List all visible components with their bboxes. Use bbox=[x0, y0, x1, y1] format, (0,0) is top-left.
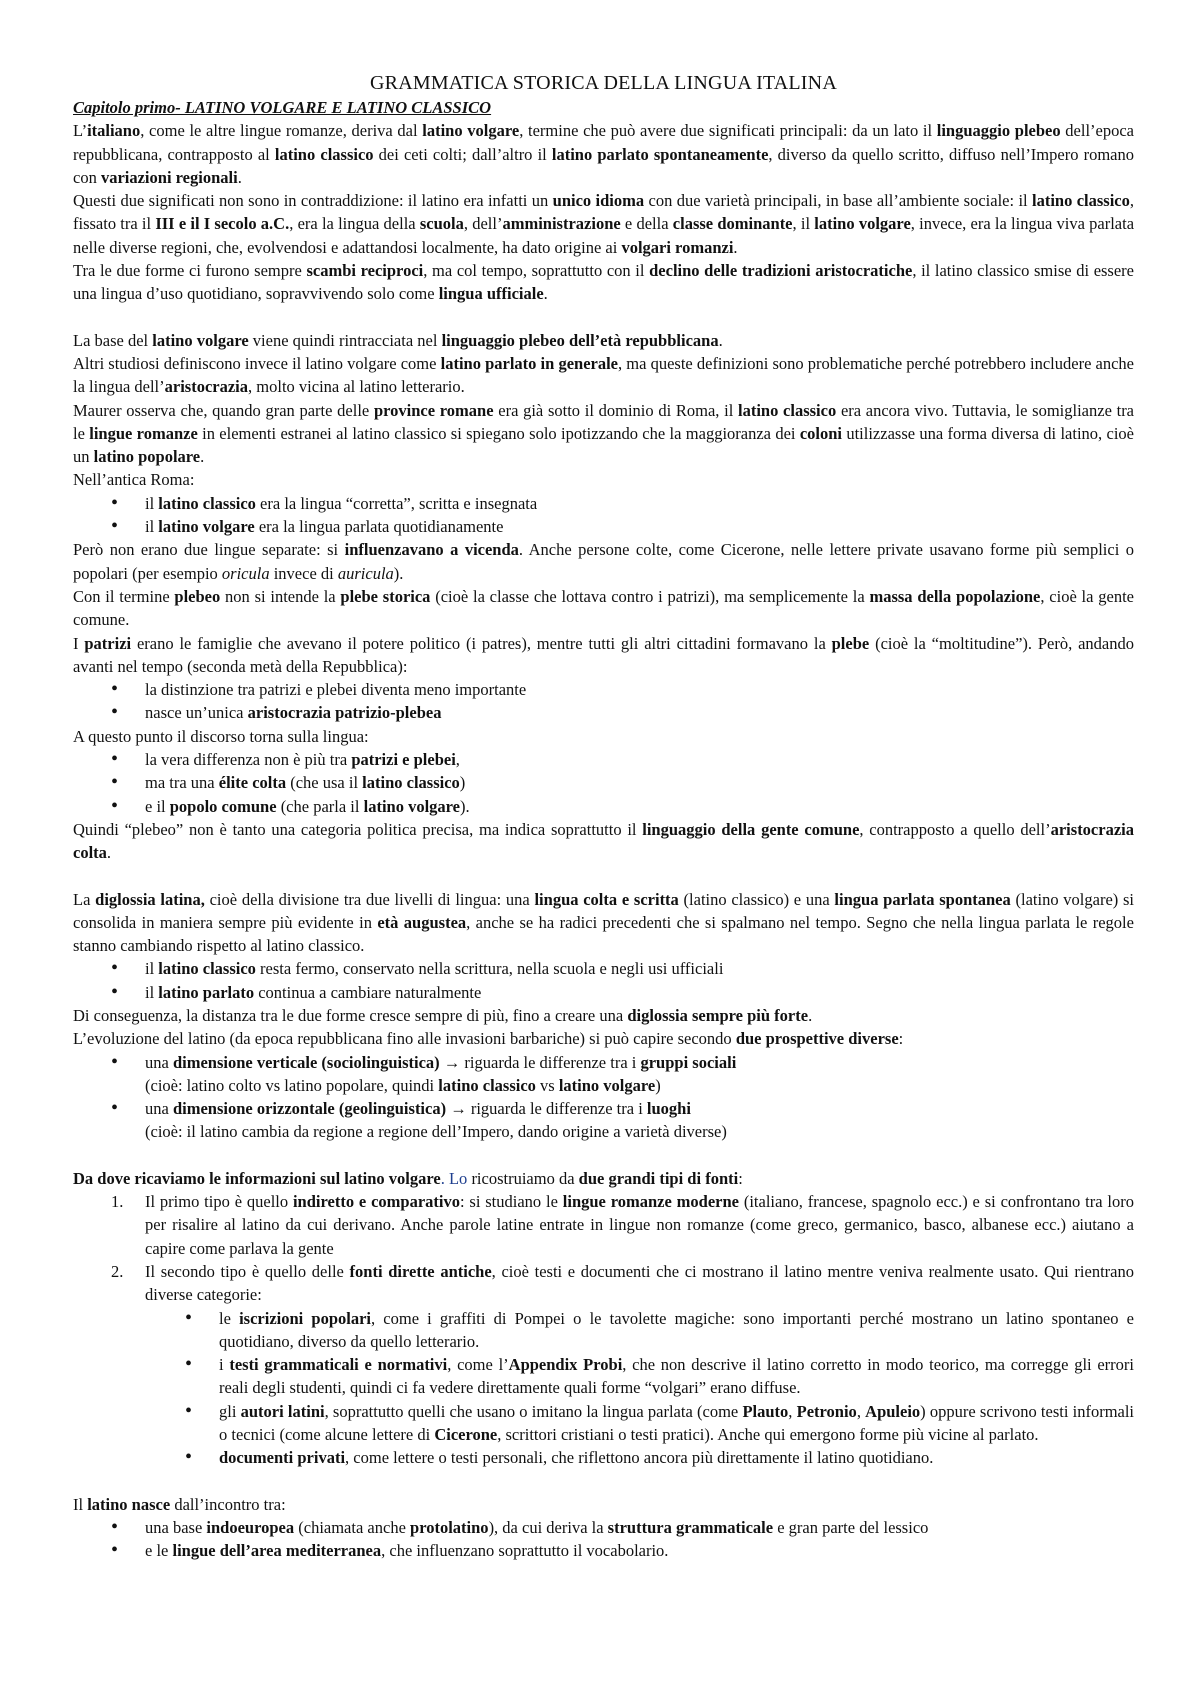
sub-bullet-item bbox=[73, 1307, 1134, 1354]
paragraph bbox=[73, 888, 1134, 958]
text-run: , ma queste definizioni sono problematiche perché potrebbero includere anche la lingua dell’ bbox=[73, 353, 1135, 397]
text-run: Altri studiosi definiscono invece il latino volgare come bbox=[73, 353, 441, 373]
text-run: Però non erano due lingue separate: si bbox=[73, 540, 345, 560]
bold-text: latino volgare bbox=[158, 517, 255, 537]
text-run: e della bbox=[620, 214, 673, 234]
bold-text: latino classico bbox=[438, 1075, 536, 1095]
paragraph bbox=[73, 399, 1134, 469]
bold-text: massa della popolazione bbox=[869, 586, 1041, 606]
text-run: L’evoluzione del latino (da epoca repubblicana fino alle invasioni barbariche) si può capire secondo bbox=[73, 1029, 736, 1049]
text-run: , che influenzano soprattutto il vocabolario. bbox=[381, 1541, 669, 1561]
text-run: La bbox=[73, 889, 96, 909]
bold-text: declino delle tradizioni aristocratiche bbox=[649, 261, 913, 281]
bold-text: Da dove ricaviamo le informazioni sul latino volgare bbox=[73, 1168, 441, 1188]
text-run: ma tra una bbox=[145, 773, 219, 793]
text-run: , era la lingua della bbox=[289, 214, 420, 234]
bullet-list bbox=[73, 1051, 1134, 1144]
text-run: ). bbox=[393, 563, 404, 583]
text-run: , termine che può avere due significati principali: da un lato il bbox=[519, 121, 937, 141]
paragraph bbox=[73, 468, 1134, 491]
bold-text: plebeo bbox=[174, 586, 221, 606]
bold-text: indiretto e comparativo bbox=[292, 1192, 460, 1212]
text-run: , diverso da quello scritto, diffuso nell’Impero romano con bbox=[73, 144, 1134, 187]
paragraph bbox=[73, 189, 1134, 259]
paragraph bbox=[73, 1027, 1134, 1050]
bullet-list bbox=[73, 492, 1134, 539]
bullet-item bbox=[73, 678, 1134, 701]
paragraph bbox=[73, 818, 1134, 865]
bold-text: latino classico bbox=[274, 144, 374, 164]
bold-text: protolatino bbox=[410, 1517, 489, 1537]
bold-text: due grandi tipi di fonti bbox=[578, 1168, 739, 1188]
bold-text: patrizi bbox=[84, 633, 132, 653]
bold-text: élite colta bbox=[218, 773, 287, 793]
text-run: , soprattutto quelli che usano o imitano la lingua parlata (come bbox=[324, 1401, 743, 1421]
bold-text: lingua parlata spontanea bbox=[834, 889, 1011, 909]
text-run: , invece, era la lingua viva parlata nelle diverse regioni, che, evolvendosi e adattandosi localmente, ha dato origine ai bbox=[73, 214, 1135, 257]
bold-text: classe dominante bbox=[672, 214, 793, 234]
text-run: . bbox=[543, 284, 548, 304]
sub-bullet-list bbox=[145, 1307, 1134, 1470]
text-run: il bbox=[145, 517, 159, 537]
bold-text: Plauto bbox=[742, 1401, 789, 1421]
bold-text: dimensione verticale (sociolinguistica) bbox=[172, 1052, 440, 1072]
text-run: Tra le due forme ci furono sempre bbox=[73, 261, 307, 281]
paragraph bbox=[73, 1004, 1134, 1027]
text-run: era ancora vivo. Tuttavia, le somiglianze tra le bbox=[73, 400, 1135, 443]
text-run: : si studiano le bbox=[459, 1192, 563, 1212]
bold-text: scambi reciproci bbox=[306, 261, 424, 281]
bold-text: lingue romanze bbox=[89, 423, 198, 443]
bullet-item bbox=[73, 515, 1134, 538]
text-run: L’ bbox=[73, 121, 88, 141]
bold-text: luoghi bbox=[646, 1099, 691, 1119]
text-run: . bbox=[200, 447, 205, 467]
bold-text: fonti dirette antiche bbox=[349, 1261, 492, 1281]
text-run: e gran parte del lessico bbox=[773, 1517, 929, 1537]
bold-text: iscrizioni popolari bbox=[239, 1308, 371, 1328]
text-run: (latino classico) e una bbox=[678, 889, 835, 909]
bullet-list bbox=[73, 957, 1134, 1004]
text-run: La base del bbox=[73, 330, 153, 350]
text-run: (latino volgare) si consolida in maniera sempre più evidente in bbox=[73, 889, 1135, 932]
bullet-item bbox=[73, 957, 1134, 980]
text-run: (italiano, francese, spagnolo ecc.) e si confrontano tra loro per risalire al latino da cui derivano. Anche parole latine entrate in lingue non romanze (come greco, germanico, basco, albanese ecc.) aiutano a capire come parlava la gente bbox=[145, 1192, 1134, 1258]
bold-text: linguaggio plebeo bbox=[936, 121, 1061, 141]
text-run: , contrapposto a quello dell’ bbox=[859, 819, 1051, 839]
blue-text: . bbox=[440, 1168, 445, 1188]
text-run: I bbox=[73, 633, 85, 653]
text-run: era la lingua “corretta”, scritta e insegnata bbox=[255, 493, 538, 513]
sub-bullet-item bbox=[73, 1446, 1134, 1469]
bold-text: latino classico bbox=[738, 400, 837, 420]
text-run: , scrittori cristiani o testi pratici). Anche qui emergono forme più vicine al parlato. bbox=[497, 1425, 1039, 1445]
text-run: cioè della divisione tra due livelli di lingua: una bbox=[204, 889, 535, 909]
paragraph bbox=[73, 1167, 1134, 1190]
text-run: Con il termine bbox=[73, 586, 175, 606]
paragraph bbox=[73, 329, 1134, 352]
text-run: , bbox=[856, 1401, 866, 1421]
text-run: dell’epoca repubblicana, contrapposto al bbox=[73, 121, 1135, 164]
bold-text: latino parlato in generale bbox=[440, 353, 619, 373]
bullet-item bbox=[73, 1516, 1134, 1539]
text-run: ) oppure scrivono testi informali o tecnici (come alcune lettere di bbox=[219, 1401, 1135, 1445]
bold-text: scuola bbox=[419, 214, 464, 234]
bold-text: diglossia sempre più forte bbox=[627, 1005, 809, 1025]
bold-text: Apuleio bbox=[865, 1401, 921, 1421]
text-run: Il bbox=[73, 1494, 88, 1514]
text-run: nasce un’unica bbox=[145, 703, 248, 723]
bold-text: Petronio bbox=[796, 1401, 857, 1421]
text-run: , molto vicina al latino letterario. bbox=[248, 377, 465, 397]
text-run: (chiamata anche bbox=[294, 1517, 411, 1537]
bold-text: latino volgare bbox=[422, 121, 520, 141]
document-title: GRAMMATICA STORICA DELLA LINGUA ITALINA bbox=[370, 72, 837, 94]
bold-text: italiano bbox=[87, 121, 141, 141]
bold-text: influenzavano a vicenda bbox=[344, 540, 519, 560]
text-run: ricostruiamo da bbox=[467, 1168, 579, 1188]
text-run: in elementi estranei al latino classico si spiegano solo ipotizzando che la maggioranza dei bbox=[197, 423, 800, 443]
bold-text: latino parlato bbox=[158, 982, 255, 1002]
text-run: Quindi “plebeo” non è tanto una categoria politica precisa, ma indica soprattutto il bbox=[73, 819, 643, 839]
paragraph bbox=[73, 352, 1134, 399]
bold-text: latino nasce bbox=[87, 1494, 171, 1514]
text-run: (cioè: il latino cambia da regione a regione dell’Impero, dando origine a varietà diverse) bbox=[145, 1122, 727, 1142]
bullet-item bbox=[73, 492, 1134, 515]
text-run: , il bbox=[792, 214, 815, 234]
text-run: viene quindi rintracciata nel bbox=[248, 330, 442, 350]
text-run: il bbox=[145, 493, 159, 513]
text-run: , anche se ha radici precedenti che si spalmano nel tempo. Segno che nella lingua parlata le regole stanno cambiando rispetto al latino classico. bbox=[73, 912, 1134, 956]
text-run: una base bbox=[145, 1517, 207, 1537]
text-run: con due varietà principali, in base all’ambiente sociale: il bbox=[644, 191, 1032, 211]
paragraph bbox=[73, 585, 1134, 632]
text-run: una bbox=[145, 1099, 173, 1119]
text-run: le bbox=[219, 1308, 240, 1328]
item-number: 1. bbox=[111, 1192, 124, 1212]
text-run: Nell’antica Roma: bbox=[73, 470, 195, 490]
bold-text: latino classico bbox=[158, 959, 256, 979]
document-body bbox=[73, 119, 1134, 1562]
bold-text: testi grammaticali e normativi bbox=[229, 1355, 448, 1375]
bold-text: diglossia latina, bbox=[95, 889, 205, 909]
paragraph-gap bbox=[73, 1470, 1134, 1493]
bold-text: plebe storica bbox=[340, 586, 431, 606]
paragraph bbox=[73, 1493, 1134, 1516]
paragraph-gap bbox=[73, 1144, 1134, 1167]
text-run: la vera differenza non è più tra bbox=[145, 750, 352, 770]
bold-text: amministrazione bbox=[502, 214, 621, 234]
bold-text: latino classico bbox=[1032, 191, 1130, 211]
text-run: , il latino classico smise di essere una lingua d’uso quotidiano, sopravvivendo solo come bbox=[73, 261, 1134, 304]
bold-text: dimensione orizzontale (geolinguistica) bbox=[172, 1099, 447, 1119]
text-run: → riguarda le differenze tra i bbox=[446, 1099, 647, 1119]
text-run: , come le altre lingue romanze, deriva dal bbox=[140, 121, 423, 141]
text-run: Di conseguenza, la distanza tra le due forme cresce sempre di più, fino a creare una bbox=[73, 1005, 628, 1025]
text-run: il bbox=[145, 959, 159, 979]
text-run: ), da cui deriva la bbox=[488, 1517, 608, 1537]
text-run: dall’incontro tra: bbox=[170, 1494, 286, 1514]
bold-text: lingue romanze moderne bbox=[562, 1192, 739, 1212]
text-run: , come i graffiti di Pompei o le tavolette magiche: sono importanti perché mostrano un latino spontaneo e quotidiano, diverso da quello letterario. bbox=[219, 1308, 1134, 1351]
text-run: non si intende la bbox=[220, 586, 341, 606]
text-run: erano le famiglie che avevano il potere politico (i patres), mentre tutti gli altri cittadini formavano la bbox=[131, 633, 832, 653]
text-run: → riguarda le differenze tra i bbox=[439, 1052, 641, 1072]
bold-text: aristocrazia patrizio-plebea bbox=[247, 703, 442, 723]
text-run: (che parla il bbox=[276, 796, 364, 816]
text-run: Il primo tipo è quello bbox=[145, 1192, 293, 1212]
paragraph bbox=[73, 725, 1134, 748]
text-run: , bbox=[788, 1401, 797, 1421]
bold-text: volgari romanzi bbox=[621, 237, 734, 257]
text-run: (cioè: latino colto vs latino popolare, quindi bbox=[145, 1075, 439, 1095]
text-run: era già sotto il dominio di Roma, il bbox=[493, 400, 739, 420]
text-run: , come l’ bbox=[447, 1355, 509, 1375]
text-run: , fissato tra il bbox=[73, 191, 1135, 234]
bold-text: province romane bbox=[373, 400, 494, 420]
text-run: continua a cambiare naturalmente bbox=[254, 982, 482, 1002]
paragraph-gap bbox=[73, 865, 1134, 888]
text-run: e il bbox=[145, 796, 170, 816]
bold-text: linguaggio della gente comune bbox=[642, 819, 860, 839]
bold-text: lingua colta e scritta bbox=[534, 889, 679, 909]
bold-text: lingua ufficiale bbox=[438, 284, 544, 304]
text-run: invece di bbox=[269, 563, 338, 583]
text-run: . bbox=[808, 1005, 813, 1025]
bold-text: linguaggio plebeo dell’età repubblicana bbox=[441, 330, 719, 350]
text-run: ). bbox=[460, 796, 470, 816]
bold-text: latino volgare bbox=[363, 796, 461, 816]
bold-text: latino classico bbox=[158, 493, 256, 513]
bold-text: età augustea bbox=[377, 912, 467, 932]
text-run: il bbox=[145, 982, 159, 1002]
text-run: Maurer osserva che, quando gran parte delle bbox=[73, 400, 374, 420]
text-run: ) bbox=[459, 773, 466, 793]
bullet-item bbox=[73, 1097, 1134, 1144]
italic-text: auricula bbox=[337, 563, 394, 583]
bold-text: popolo comune bbox=[169, 796, 277, 816]
bold-text: Appendix Probi bbox=[508, 1355, 623, 1375]
italic-text: oricula bbox=[221, 563, 270, 583]
sub-bullet-item bbox=[73, 1400, 1134, 1447]
bullet-item bbox=[73, 981, 1134, 1004]
paragraph bbox=[73, 259, 1134, 306]
bold-text: latino parlato spontaneamente bbox=[551, 144, 769, 164]
text-run: : bbox=[738, 1168, 743, 1188]
text-run: (cioè la classe che lottava contro i patrizi), ma semplicemente la bbox=[430, 586, 870, 606]
bold-text: due prospettive diverse bbox=[735, 1029, 899, 1049]
bold-text: latino volgare bbox=[558, 1075, 656, 1095]
bold-text: documenti privati bbox=[219, 1448, 346, 1468]
text-run: (che usa il bbox=[286, 773, 363, 793]
sub-bullet-item bbox=[73, 1353, 1134, 1400]
numbered-list bbox=[73, 1190, 1134, 1470]
text-run: i bbox=[219, 1355, 230, 1375]
bold-text: plebe bbox=[831, 633, 870, 653]
text-run: : bbox=[898, 1029, 904, 1049]
text-run: era la lingua parlata quotidianamente bbox=[254, 517, 504, 537]
text-run: . Anche persone colte, come Cicerone, nelle lettere private usavano forme più semplici o popolari (per esempio bbox=[73, 540, 1134, 583]
bold-text: coloni bbox=[799, 423, 842, 443]
bold-text: unico idioma bbox=[552, 191, 645, 211]
text-run: , come lettere o testi personali, che riflettono ancora più direttamente il latino quotidiano. bbox=[345, 1448, 934, 1468]
text-run: . bbox=[718, 330, 723, 350]
text-run: ) bbox=[655, 1075, 661, 1095]
text-run: vs bbox=[535, 1075, 559, 1095]
paragraph bbox=[73, 632, 1134, 679]
bullet-item bbox=[73, 748, 1134, 771]
bullet-item bbox=[73, 1051, 1134, 1098]
bold-text: variazioni regionali bbox=[100, 167, 238, 187]
bold-text: III e il I secolo a.C. bbox=[155, 214, 290, 234]
text-run: . bbox=[733, 237, 738, 257]
text-run: A questo punto il discorso torna sulla lingua: bbox=[73, 726, 369, 746]
bold-text: lingue dell’area mediterranea bbox=[172, 1541, 382, 1561]
text-run: resta fermo, conservato nella scrittura, nella scuola e negli usi ufficiali bbox=[255, 959, 724, 979]
text-run: (cioè la “moltitudine”). Però, andando avanti nel tempo (seconda metà della Repubblica): bbox=[73, 633, 1134, 676]
text-run: . bbox=[106, 843, 112, 863]
bold-text: struttura grammaticale bbox=[607, 1517, 774, 1537]
bullet-list bbox=[73, 678, 1134, 725]
text-run: Il secondo tipo è quello delle bbox=[145, 1261, 350, 1281]
chapter-heading: Capitolo primo- LATINO VOLGARE E LATINO CLASSICO bbox=[73, 98, 492, 117]
bullet-item bbox=[73, 795, 1134, 818]
bold-text: latino volgare bbox=[152, 330, 249, 350]
bold-text: Cicerone bbox=[434, 1425, 498, 1445]
paragraph-gap bbox=[73, 306, 1134, 329]
text-run: , cioè la gente comune. bbox=[73, 586, 1134, 630]
bullet-list bbox=[73, 748, 1134, 818]
text-run: , cioè testi e documenti che ci mostrano il latino mentre veniva realmente usato. Qui rientrano diverse categorie: bbox=[145, 1261, 1134, 1305]
text-run: . bbox=[237, 167, 242, 187]
bullet-list bbox=[73, 1516, 1134, 1563]
text-run: , dell’ bbox=[463, 214, 503, 234]
bullet-item bbox=[73, 701, 1134, 724]
bullet-item bbox=[73, 1539, 1134, 1562]
text-run: , bbox=[455, 750, 460, 770]
bold-text: patrizi e plebei bbox=[351, 750, 456, 770]
bullet-item bbox=[73, 771, 1134, 794]
text-run: dei ceti colti; dall’altro il bbox=[373, 144, 552, 164]
text-run: utilizzasse una forma diversa di latino, cioè un bbox=[73, 423, 1134, 467]
bold-text: latino classico bbox=[362, 773, 460, 793]
bold-text: aristocrazia colta bbox=[73, 819, 1134, 863]
text-run: la distinzione tra patrizi e plebei diventa meno importante bbox=[145, 680, 527, 700]
bold-text: autori latini bbox=[240, 1401, 325, 1421]
text-run: gli bbox=[219, 1401, 241, 1421]
numbered-item bbox=[73, 1260, 1134, 1470]
text-run: una bbox=[145, 1052, 173, 1072]
bold-text: latino popolare bbox=[93, 447, 201, 467]
paragraph bbox=[73, 538, 1134, 585]
paragraph bbox=[73, 119, 1134, 189]
bold-text: indoeuropea bbox=[206, 1517, 295, 1537]
bold-text: latino volgare bbox=[814, 214, 911, 234]
text-run: Questi due significati non sono in contraddizione: il latino era infatti un bbox=[73, 191, 553, 211]
numbered-item bbox=[73, 1190, 1134, 1260]
blue-text: Lo bbox=[448, 1168, 468, 1188]
text-run: , ma col tempo, soprattutto con il bbox=[423, 261, 650, 281]
text-run: e le bbox=[145, 1541, 173, 1561]
item-number: 2. bbox=[111, 1261, 124, 1281]
bold-text: aristocrazia bbox=[164, 377, 249, 397]
bold-text: gruppi sociali bbox=[640, 1052, 737, 1072]
text-run: , che non descrive il latino corretto in modo teorico, ma corregge gli errori reali degli studenti, quindi ci fa vedere direttamente quali forme “volgari” erano diffuse. bbox=[219, 1355, 1134, 1398]
